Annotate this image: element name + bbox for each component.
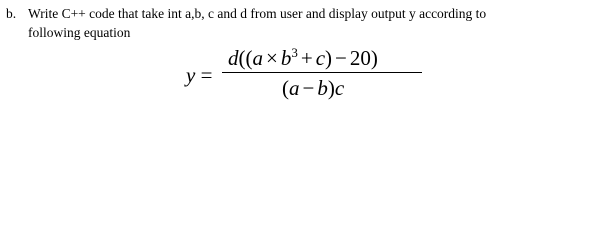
num-close-paren-inner: ) — [325, 46, 333, 70]
fraction-numerator — [228, 42, 378, 69]
num-close-paren-outer: ) — [370, 46, 378, 70]
lhs-variable-y: y — [186, 63, 196, 87]
question-text-line2: following equation — [28, 25, 131, 40]
plus-operator: + — [300, 46, 313, 70]
times-operator: × — [266, 46, 278, 70]
equation — [186, 38, 446, 102]
minus-operator: − — [335, 46, 347, 70]
question-item — [0, 0, 601, 107]
den-var-a: a — [289, 76, 300, 100]
den-var-c: c — [334, 76, 345, 100]
question-marker: b. — [6, 6, 17, 21]
fraction-denominator — [282, 77, 344, 99]
den-var-b: b — [317, 76, 328, 100]
equals-sign: = — [200, 63, 213, 87]
den-minus-operator: − — [302, 76, 315, 100]
num-var-a: a — [252, 46, 263, 70]
equation-lhs — [186, 64, 212, 86]
num-var-c: c — [315, 46, 326, 70]
num-constant: 20 — [349, 46, 371, 70]
den-close-paren: ) — [327, 76, 335, 100]
num-var-d: d — [228, 46, 239, 70]
fraction-bar — [222, 72, 422, 73]
num-open-parens: (( — [238, 46, 253, 70]
den-open-paren: ( — [282, 76, 289, 100]
question-text-line1: Write C++ code that take int a,b, c and d from user and display output y according to — [28, 6, 487, 21]
num-var-b: b — [280, 46, 292, 70]
exponent: 3 — [291, 45, 298, 60]
